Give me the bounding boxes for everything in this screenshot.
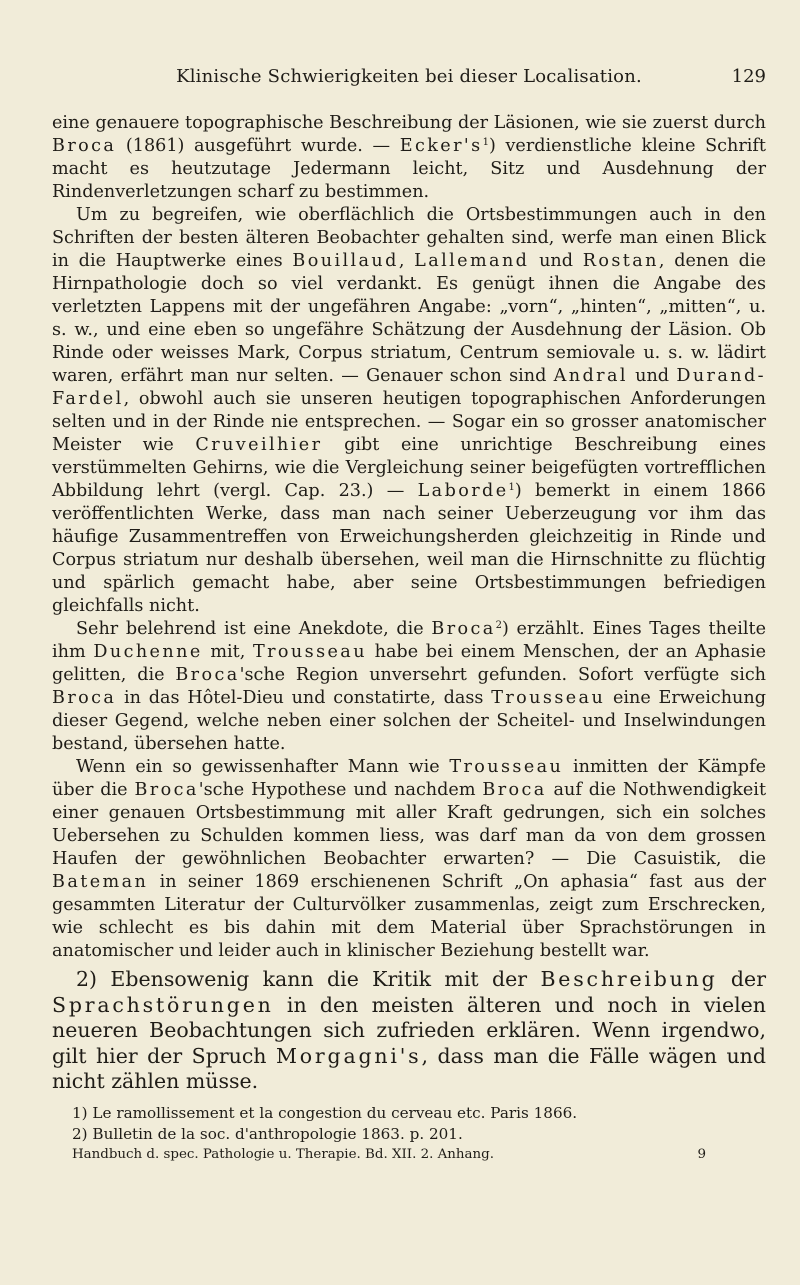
main-text (52, 112, 766, 963)
page-number: 129 (731, 66, 766, 87)
running-title: Klinische Schwierigkeiten bei dieser Localisation. (176, 66, 642, 87)
paragraph-2: Um zu begreifen, wie oberflächlich die Ortsbestimmungen auch in den Schriften der besten älteren Beobachter gehalten sind, werfe man einen Blick in die Hauptwerke eines Bouillaud, Lallemand und Rostan, denen die Hirnpathologie doch so viel verdankt. Es genügt ihnen die Angabe des verletzten Lappens mit der ungefähren Angabe: „vorn“, „hinten“, „mitten“, u. s. w., und eine eben so ungefähre Schätzung der Ausdehnung der Läsion. Ob Rinde oder weisses Mark, Corpus striatum, Centrum semiovale u. s. w. lädirt waren, erfährt man nur selten. — Genauer schon sind Andral und Durand-Fardel, obwohl auch sie unseren heutigen topographischen Anforderungen selten und in der Rinde nie entsprechen. — Sogar ein so grosser anatomischer Meister wie Cruveilhier gibt eine unrichtige Beschreibung eines verstümmelten Gehirns, wie die Vergleichung seiner beigefügten vortrefflichen Abbildung lehrt (vergl. Cap. 23.) — Laborde$^1$) bemerkt in einem 1866 veröffentlichten Werke, dass man nach seiner Ueberzeugung vor ihm das häufige Zusammentreffen von Erweichungsherden gleichzeitig in Rinde und Corpus striatum nur deshalb übersehen, weil man die Hirnschnitte zu flüchtig und spärlich gemacht habe, aber seine Ortsbestimmungen befriedigen gleichfalls nicht. (52, 205, 767, 616)
page-footer (52, 1147, 766, 1162)
paragraph-3: Sehr belehrend ist eine Anekdote, die Broca$^2$) erzählt. Eines Tages theilte ihm Duchenne mit, Trousseau habe bei einem Menschen, der an Aphasie gelitten, die Broca'sche Region unversehrt gefunden. Sofort verfügte sich Broca in das Hôtel-Dieu und constatirte, dass Trousseau eine Erweichung dieser Gegend, welche neben einer solchen der Scheitel- und Inselwindungen bestand, übersehen hatte. (52, 619, 767, 754)
footnote-2: 2) Bulletin de la soc. d'anthropologie 1863. p. 201. (72, 1124, 463, 1143)
signature-mark: 9 (697, 1146, 706, 1162)
running-head (52, 0, 766, 90)
paragraph-5: 2) Ebensowenig kann die Kritik mit der Beschreibung der Sprachstörungen in den meisten älteren und noch in vielen neueren Beobachtungen sich zufrieden erklären. Wenn irgendwo, gilt hier der Spruch Morgagni's, dass man die Fälle wägen und nicht zählen müsse. (52, 967, 766, 1093)
paragraph-4: Wenn ein so gewissenhafter Mann wie Trousseau inmitten der Kämpfe über die Broca'sche Hypothese und nachdem Broca auf die Nothwendigkeit einer genauen Ortsbestimmung mit aller Kraft gedrungen, sich ein solches Uebersehen zu Schulden kommen liess, was darf man da von dem grossen Haufen der gewöhnlichen Beobachter erwarten? — Die Casuistik, die Bateman in seiner 1869 erschienenen Schrift „On aphasia“ fast aus der gesammten Literatur der Culturvölker zusammenlas, zeigt zum Erschrecken, wie schlecht es bis dahin mit dem Material über Sprachstörungen in anatomischer und leider auch in klinischer Beziehung bestellt war. (52, 757, 767, 961)
section-2 (52, 967, 766, 1095)
footnotes (52, 1103, 766, 1145)
paragraph-1: eine genauere topographische Beschreibung der Läsionen, wie sie zuerst durch Broca (1861) ausgeführt wurde. — $Ecker's^1$) verdienstliche kleine Schrift macht es heutzutage Jedermann leicht, Sitz und Ausdehnung der Rindenverletzungen scharf zu bestimmen. (52, 113, 766, 202)
footnote-1: 1) Le ramollissement et la congestion du cerveau etc. Paris 1866. (72, 1103, 578, 1122)
imprint: Handbuch d. spec. Pathologie u. Therapie. Bd. XII. 2. Anhang. (72, 1146, 494, 1162)
